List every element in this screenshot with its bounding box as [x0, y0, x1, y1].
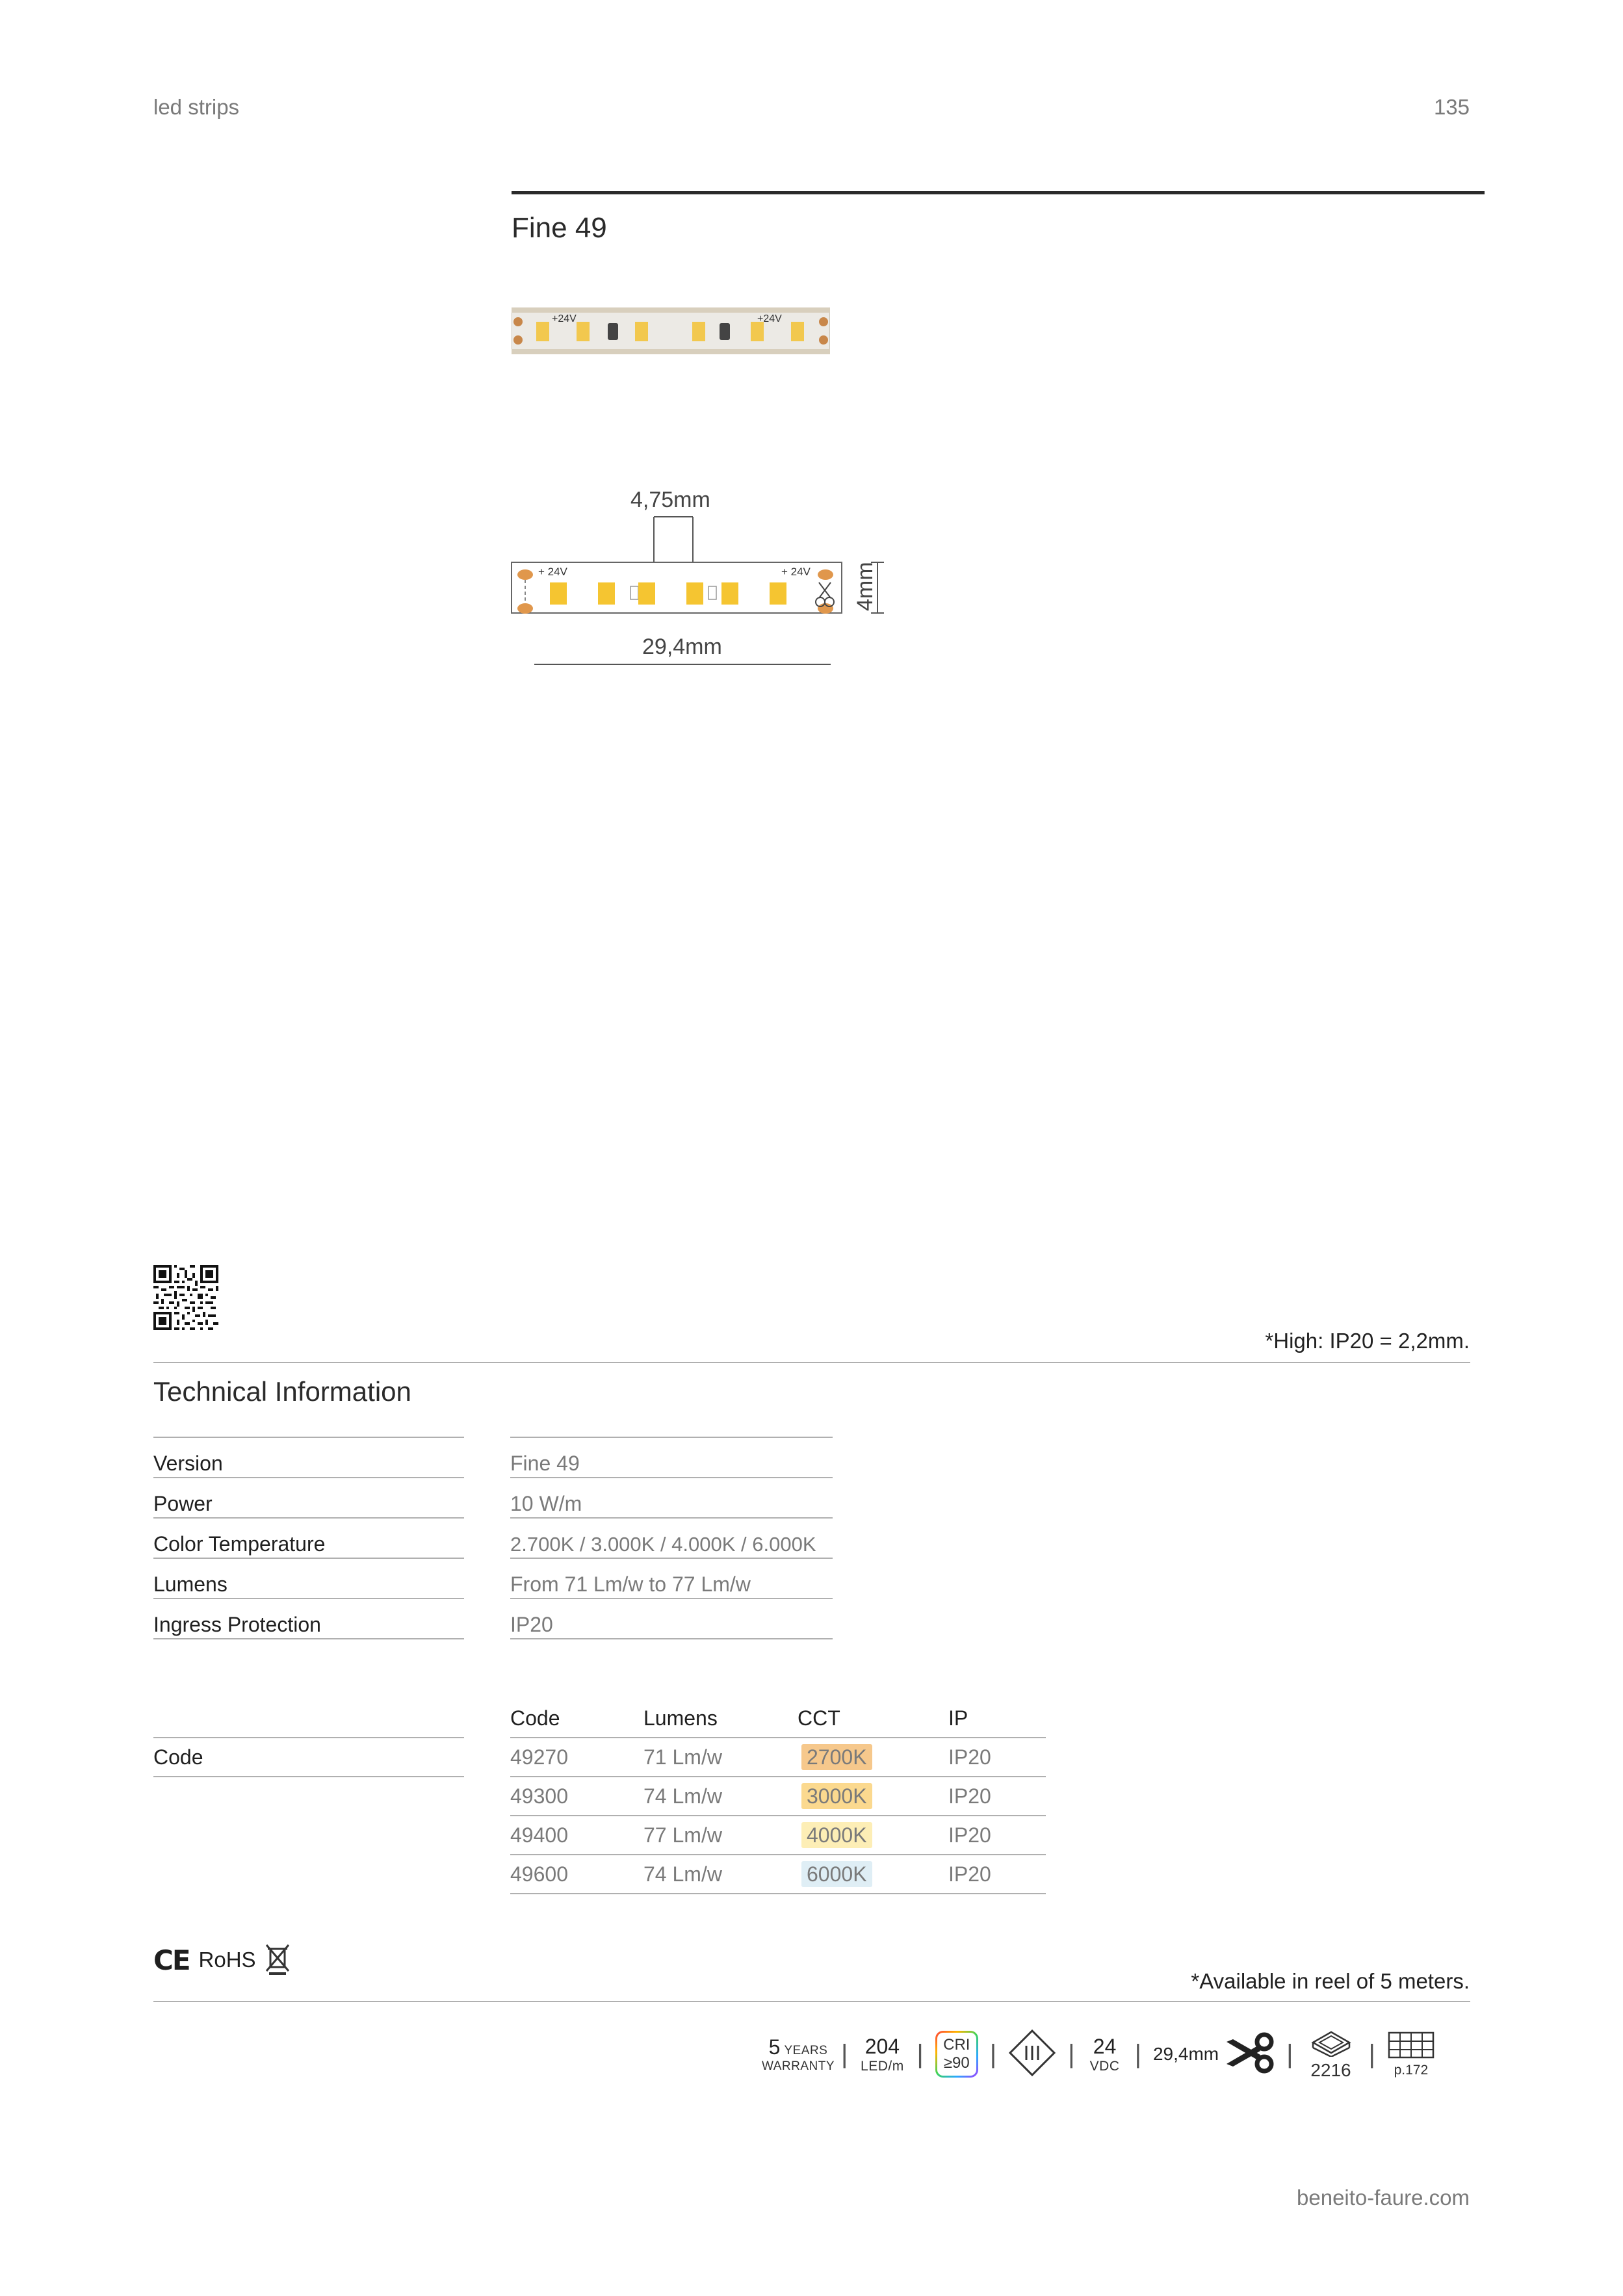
weee-bin-icon	[264, 1942, 291, 1978]
spec-value: 2.700K / 3.000K / 4.000K / 6.000K	[510, 1533, 816, 1556]
spec-value: IP20	[510, 1613, 553, 1636]
spec-value: From 71 Lm/w to 77 Lm/w	[510, 1572, 751, 1596]
voltage	[1087, 2035, 1123, 2074]
led-pitch-dimension: 4,75mm	[630, 488, 710, 512]
ip-cell: IP20	[948, 1823, 991, 1847]
separator: |	[916, 2039, 924, 2068]
column-header-lumens: Lumens	[643, 1706, 718, 1730]
spec-row	[153, 1559, 464, 1599]
codes-header-row	[510, 1699, 1046, 1738]
leds-value: 204	[864, 2034, 900, 2058]
qr-code[interactable]	[153, 1265, 218, 1330]
spec-row	[510, 1559, 833, 1599]
separator: |	[1068, 2039, 1075, 2068]
spec-label: Power	[153, 1492, 213, 1515]
table-row	[510, 1738, 1046, 1777]
lumens-cell: 74 Lm/w	[643, 1862, 722, 1886]
product-title: Fine 49	[512, 212, 607, 244]
specs-values	[510, 1437, 833, 1639]
table-row	[510, 1816, 1046, 1855]
spec-row	[510, 1599, 833, 1639]
ip-cell: IP20	[948, 1784, 991, 1808]
voltage-unit: VDC	[1089, 2058, 1120, 2074]
section-divider	[153, 1362, 1470, 1363]
ip-cell: IP20	[948, 1862, 991, 1886]
website-link[interactable]: beneito-faure.com	[1297, 2185, 1470, 2210]
separator: |	[1286, 2039, 1293, 2068]
section-label: led strips	[153, 95, 240, 119]
column-header-code: Code	[510, 1706, 560, 1730]
length-dimension: 29,4mm	[642, 634, 722, 659]
page-number: 135	[1433, 95, 1470, 119]
lumens-cell: 77 Lm/w	[643, 1823, 722, 1847]
spec-value: 10 W/m	[510, 1492, 582, 1515]
table-row	[510, 1855, 1046, 1894]
warranty-badge	[761, 2035, 835, 2074]
column-header-cct: CCT	[798, 1706, 840, 1730]
cct-badge: 4000K	[801, 1822, 872, 1848]
led-strip-photo	[512, 307, 830, 354]
spec-row	[153, 1519, 464, 1559]
code-row-label: Code	[153, 1745, 203, 1769]
spec-row	[510, 1478, 833, 1519]
spec-row	[153, 1478, 464, 1519]
ip-cell: IP20	[948, 1745, 991, 1769]
spec-value: Fine 49	[510, 1452, 580, 1475]
spec-label: Color Temperature	[153, 1532, 326, 1556]
code-cell: 49270	[510, 1745, 568, 1769]
page-reference[interactable]: p.172	[1394, 2062, 1429, 2078]
profile-reference[interactable]	[1387, 2031, 1435, 2078]
warranty-years: YEARS	[784, 2043, 828, 2057]
code-cell: 49300	[510, 1784, 568, 1808]
code-cell: 49600	[510, 1862, 568, 1886]
lumens-cell: 71 Lm/w	[643, 1745, 722, 1769]
spec-row	[153, 1599, 464, 1639]
specs-labels	[153, 1437, 464, 1639]
warranty-label: WARRANTY	[761, 2059, 835, 2073]
spec-row	[510, 1519, 833, 1559]
cct-badge: 3000K	[801, 1783, 872, 1809]
code-label-cell	[153, 1737, 464, 1777]
cut-length	[1153, 2031, 1275, 2078]
separator: |	[989, 2039, 997, 2068]
technical-information-title: Technical Information	[153, 1376, 411, 1407]
spec-label: Lumens	[153, 1572, 227, 1596]
features-divider	[153, 2001, 1470, 2002]
strip-marking-left: +24V	[552, 313, 577, 324]
column-header-ip: IP	[948, 1706, 968, 1730]
rohs-mark: RoHS	[198, 1948, 256, 1972]
strip-marking-right: +24V	[757, 313, 782, 324]
height-dimension: 4mm	[853, 562, 877, 611]
leds-per-meter	[859, 2035, 905, 2074]
feature-icons	[761, 2022, 1475, 2087]
cri-icon	[935, 2031, 978, 2078]
drawing-marking-right: + 24V	[781, 566, 811, 578]
scissors-icon	[1224, 2031, 1275, 2078]
drawing-marking-left: + 24V	[538, 566, 567, 578]
technical-drawing	[500, 481, 890, 676]
reel-note: *Available in reel of 5 meters.	[1191, 1969, 1470, 1993]
led-chip-icon	[1305, 2028, 1357, 2060]
separator: |	[1134, 2039, 1141, 2068]
cri-value: ≥90	[943, 2054, 970, 2072]
spec-label: Ingress Protection	[153, 1613, 321, 1636]
profile-grid-icon	[1387, 2031, 1435, 2063]
high-note: *High: IP20 = 2,2mm.	[1265, 1329, 1470, 1353]
warranty-number: 5	[768, 2035, 781, 2059]
cct-badge: 6000K	[801, 1861, 872, 1887]
ce-mark: CE	[153, 1944, 190, 1976]
codes-table	[510, 1699, 1046, 1894]
spec-label: Version	[153, 1452, 223, 1475]
cut-length-value: 29,4mm	[1152, 2044, 1219, 2064]
spec-row	[153, 1438, 464, 1478]
chip-type	[1305, 2028, 1357, 2081]
lumens-cell: 74 Lm/w	[643, 1784, 722, 1808]
title-rule	[512, 191, 1485, 194]
spec-row	[510, 1438, 833, 1478]
separator: |	[1368, 2039, 1375, 2068]
separator: |	[841, 2039, 848, 2068]
class-iii-icon	[1008, 2029, 1056, 2080]
cct-badge: 2700K	[801, 1744, 872, 1770]
cri-label: CRI	[943, 2036, 970, 2054]
certifications	[153, 1944, 291, 1976]
table-row	[510, 1777, 1046, 1816]
code-cell: 49400	[510, 1823, 568, 1847]
leds-unit: LED/m	[861, 2058, 904, 2074]
voltage-value: 24	[1093, 2034, 1117, 2058]
chip-value: 2216	[1310, 2059, 1351, 2080]
